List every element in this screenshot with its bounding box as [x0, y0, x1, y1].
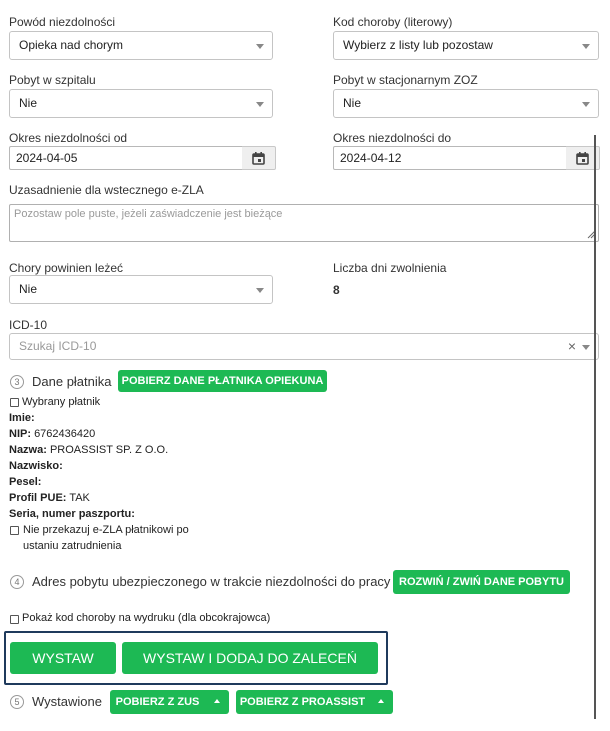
- reason-select[interactable]: [9, 31, 273, 60]
- imie-label: Imie:: [9, 412, 35, 424]
- fetch-proassist-label: POBIERZ Z PROASSIST: [239, 696, 366, 708]
- print-code-checkbox[interactable]: [10, 615, 19, 624]
- date-from-calendar-button[interactable]: [242, 146, 276, 170]
- fetch-zus-button[interactable]: [110, 690, 229, 714]
- hospital-label: Pobyt w szpitalu: [9, 73, 96, 87]
- scrollbar[interactable]: [594, 135, 596, 719]
- fetch-zus-label: POBIERZ Z ZUS: [115, 696, 200, 708]
- justification-label: Uzasadnienie dla wstecznego e-ZLA: [9, 183, 204, 197]
- hospital-select[interactable]: [9, 89, 273, 118]
- reason-select-value: Opieka nad chorym: [19, 38, 124, 52]
- lying-select[interactable]: [9, 275, 273, 304]
- no-transfer-checkbox[interactable]: [10, 526, 19, 535]
- icd-label: ICD-10: [9, 318, 48, 332]
- chevron-down-icon: [256, 44, 264, 49]
- no-transfer-label-line2: ustaniu zatrudnienia: [23, 540, 122, 552]
- toggle-address-button[interactable]: ROZWIŃ / ZWIŃ DANE POBYTU: [393, 570, 570, 594]
- issued-section-title: Wystawione: [32, 694, 102, 709]
- disease-code-select[interactable]: [333, 31, 599, 60]
- date-from-input[interactable]: 2024-04-05: [9, 146, 243, 170]
- chevron-down-icon: [256, 102, 264, 107]
- days-value: 8: [333, 283, 340, 297]
- print-code-label: Pokaż kod choroby na wydruku (dla obcokrajowca): [22, 612, 271, 624]
- hospital-select-value: Nie: [19, 96, 38, 110]
- selected-payer-label: Wybrany płatnik: [22, 396, 101, 408]
- icd-placeholder: Szukaj ICD-10: [19, 339, 97, 353]
- pue-value: TAK: [69, 492, 90, 504]
- pue-label: Profil PUE:: [9, 492, 67, 504]
- lying-select-value: Nie: [19, 282, 38, 296]
- caret-up-icon[interactable]: [369, 690, 393, 714]
- nazwisko-label: Nazwisko:: [9, 460, 63, 472]
- fetch-proassist-button[interactable]: [236, 690, 393, 714]
- passport-label: Seria, numer paszportu:: [9, 508, 135, 520]
- issue-and-add-button[interactable]: WYSTAW I DODAJ DO ZALECEŃ: [122, 642, 378, 674]
- nip-value: 6762436420: [34, 428, 96, 440]
- justification-textarea[interactable]: [9, 204, 599, 242]
- nazwa-value: PROASSIST SP. Z O.O.: [49, 444, 169, 456]
- date-to-input[interactable]: 2024-04-12: [333, 146, 567, 170]
- caret-up-icon[interactable]: [205, 690, 229, 714]
- date-from-label: Okres niezdolności od: [9, 131, 128, 145]
- calendar-icon: [252, 152, 265, 165]
- step-number: 3: [10, 375, 24, 389]
- disease-code-select-value: Wybierz z listy lub pozostaw: [343, 38, 493, 52]
- fetch-payer-button[interactable]: POBIERZ DANE PŁATNIKA OPIEKUNA: [118, 370, 327, 392]
- chevron-down-icon: [256, 288, 264, 293]
- payer-section-title: Dane płatnika: [32, 374, 112, 389]
- chevron-down-icon: [582, 345, 590, 350]
- date-to-label: Okres niezdolności do: [333, 131, 452, 145]
- disease-code-label: Kod choroby (literowy): [333, 15, 453, 29]
- zoz-label: Pobyt w stacjonarnym ZOZ: [333, 73, 478, 87]
- no-transfer-label-line1: Nie przekazuj e-ZLA płatnikowi po: [23, 524, 189, 536]
- lying-label: Chory powinien leżeć: [9, 261, 124, 275]
- days-label: Liczba dni zwolnienia: [333, 261, 447, 275]
- zoz-select-value: Nie: [343, 96, 362, 110]
- justification-placeholder: Pozostaw pole puste, jeżeli zaświadczenie jest bieżące: [14, 208, 283, 220]
- reason-label: Powód niezdolności: [9, 15, 116, 29]
- clear-icon[interactable]: ×: [567, 338, 576, 354]
- address-section-title: Adres pobytu ubezpieczonego w trakcie niezdolności do pracy: [32, 574, 391, 589]
- zoz-select[interactable]: [333, 89, 599, 118]
- issue-button[interactable]: WYSTAW: [10, 642, 116, 674]
- nip-label: NIP:: [9, 428, 31, 440]
- icd-search-input[interactable]: [9, 333, 599, 360]
- step-number: 4: [10, 575, 24, 589]
- chevron-down-icon: [582, 102, 590, 107]
- nazwa-label: Nazwa:: [9, 444, 47, 456]
- calendar-icon: [576, 152, 589, 165]
- selected-payer-checkbox[interactable]: [10, 398, 19, 407]
- chevron-down-icon: [582, 44, 590, 49]
- pesel-label: Pesel:: [9, 476, 42, 488]
- step-number: 5: [10, 695, 24, 709]
